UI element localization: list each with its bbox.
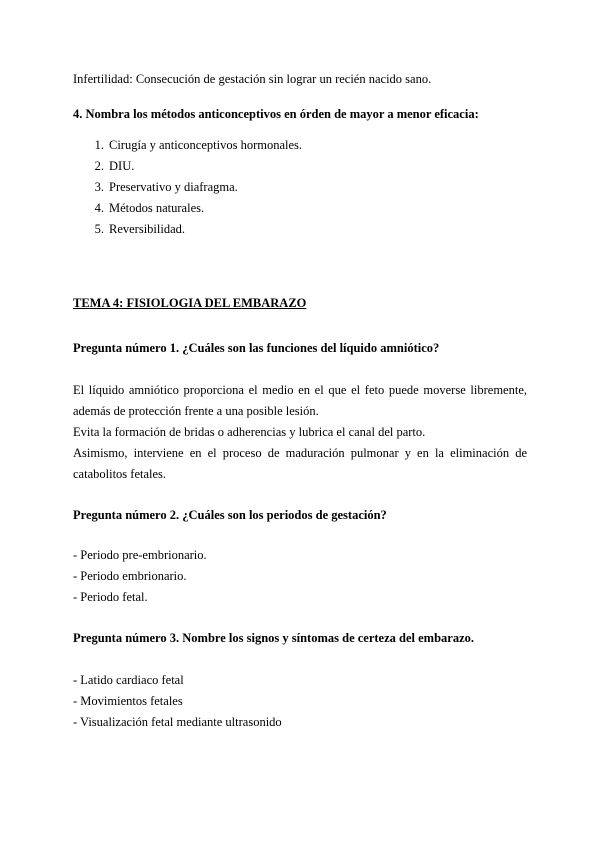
list-item: - Movimientos fetales	[73, 694, 183, 708]
list-item: - Latido cardiaco fetal	[73, 673, 184, 687]
list-item-number: 4.	[94, 201, 104, 215]
section-heading: TEMA 4: FISIOLOGIA DEL EMBARAZO	[73, 296, 307, 310]
list-item: - Visualización fetal mediante ultrasonido	[73, 715, 282, 729]
list-item-number: 3.	[94, 180, 104, 194]
answer-1-paragraph-1: El líquido amniótico proporciona el medio en el que el feto puede moverse libremente, además de protección frente a una posible lesión.	[73, 383, 527, 418]
gestation-periods-list	[73, 547, 207, 610]
question-3-title: Pregunta número 3. Nombre los signos y síntomas de certeza del embarazo.	[73, 631, 475, 645]
list-item: - Periodo embrionario.	[73, 569, 187, 583]
list-item: - Periodo pre-embrionario.	[73, 548, 207, 562]
list-item-text: Preservativo y diafragma.	[109, 180, 238, 194]
list-item-number: 1.	[94, 138, 104, 152]
pregnancy-signs-list	[73, 672, 282, 735]
list-item: - Periodo fetal.	[73, 590, 148, 604]
list-item-text: Cirugía y anticonceptivos hormonales.	[109, 138, 303, 152]
list-item-number: 5.	[94, 222, 104, 236]
list-item-text: Métodos naturales.	[109, 201, 205, 215]
intro-text: Infertilidad: Consecución de gestación sin lograr un recién nacido sano.	[73, 72, 432, 86]
list-item-text: DIU.	[109, 159, 135, 173]
question-2-title: Pregunta número 2. ¿Cuáles son los periodos de gestación?	[73, 508, 387, 522]
question-4-title: 4. Nombra los métodos anticonceptivos en órden de mayor a menor eficacia:	[73, 107, 479, 121]
list-item-number: 2.	[94, 159, 104, 173]
answer-1-paragraph-2: Evita la formación de bridas o adherencias y lubrica el canal del parto.	[73, 425, 426, 439]
answer-1-paragraph-3: Asimismo, interviene en el proceso de maduración pulmonar y en la eliminación de catabolitos fetales.	[73, 446, 527, 481]
list-item-text: Reversibilidad.	[109, 222, 186, 236]
question-1-title: Pregunta número 1. ¿Cuáles son las funciones del líquido amniótico?	[73, 341, 440, 355]
